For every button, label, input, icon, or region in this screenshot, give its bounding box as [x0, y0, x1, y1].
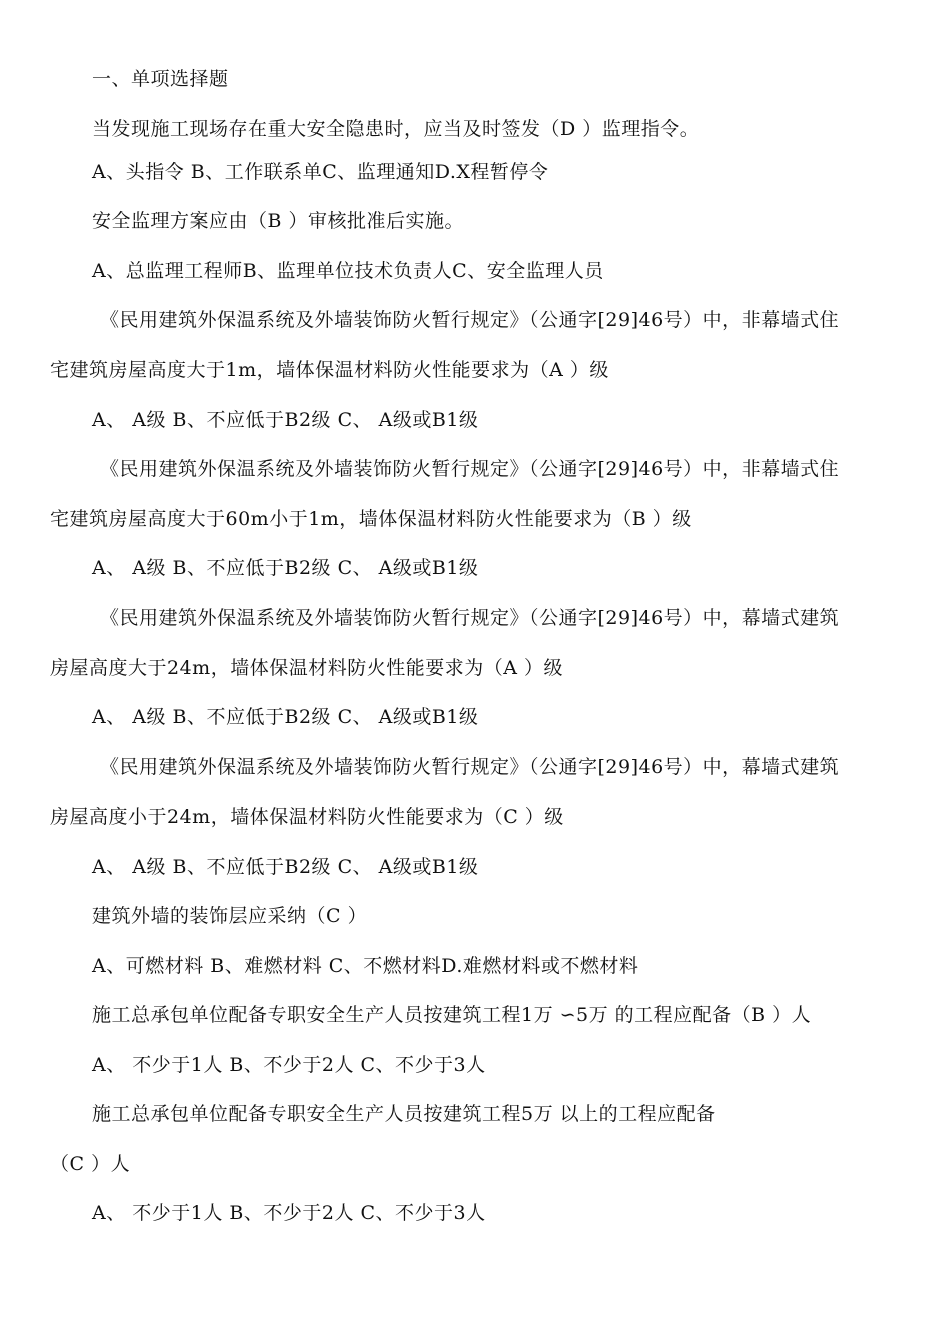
question-line: 安全监理方案应由（B ）审核批准后实施。 — [92, 210, 465, 232]
question-line-continued: 宅建筑房屋高度大于60m小于1m，墙体保温材料防火性能要求为（B ）级 — [50, 508, 692, 530]
question-line: 施工总承包单位配备专职安全生产人员按建筑工程5万 以上的工程应配备 — [92, 1103, 716, 1125]
question-line: 《民用建筑外保温系统及外墙装饰防火暂行规定》（公通字[29]46号）中，非幕墙式住 — [100, 458, 840, 480]
option-line: A、 A级 B、不应低于B2级 C、 A级或B1级 — [92, 409, 479, 431]
option-line: A、 不少于1人 B、不少于2人 C、不少于3人 — [92, 1202, 486, 1224]
question-line-continued: 宅建筑房屋高度大于1m，墙体保温材料防火性能要求为（A ）级 — [50, 359, 609, 381]
option-line: A、可燃材料 B、难燃材料 C、不燃材料D.难燃材料或不燃材料 — [92, 955, 639, 977]
option-line: A、 A级 B、不应低于B2级 C、 A级或B1级 — [92, 856, 479, 878]
question-line: 《民用建筑外保温系统及外墙装饰防火暂行规定》（公通字[29]46号）中，幕墙式建筑 — [100, 756, 840, 778]
option-line: A、 不少于1人 B、不少于2人 C、不少于3人 — [92, 1054, 486, 1076]
question-line: 建筑外墙的装饰层应采纳（C ） — [92, 905, 368, 927]
option-line: A、总监理工程师B、监理单位技术负责人C、安全监理人员 — [92, 260, 604, 282]
question-line-continued: 房屋高度小于24m，墙体保温材料防火性能要求为（C ）级 — [50, 806, 564, 828]
question-line: 施工总承包单位配备专职安全生产人员按建筑工程1万 ∽5万 的工程应配备（B ）人 — [92, 1004, 812, 1026]
option-line: A、 A级 B、不应低于B2级 C、 A级或B1级 — [92, 706, 479, 728]
question-line-continued: 房屋高度大于24m，墙体保温材料防火性能要求为（A ）级 — [50, 657, 563, 679]
question-line: 《民用建筑外保温系统及外墙装饰防火暂行规定》（公通字[29]46号）中，幕墙式建筑 — [100, 607, 840, 629]
question-line: 《民用建筑外保温系统及外墙装饰防火暂行规定》（公通字[29]46号）中，非幕墙式住 — [100, 309, 840, 331]
question-line: 当发现施工现场存在重大安全隐患时，应当及时签发（D ）监理指令。 — [92, 118, 700, 140]
option-line: A、 A级 B、不应低于B2级 C、 A级或B1级 — [92, 557, 479, 579]
question-line-continued: （C ）人 — [50, 1153, 131, 1175]
option-line: A、头指令 B、工作联系单C、监理通知D.X程暂停令 — [92, 161, 549, 183]
section-heading: 一、单项选择题 — [92, 68, 229, 90]
